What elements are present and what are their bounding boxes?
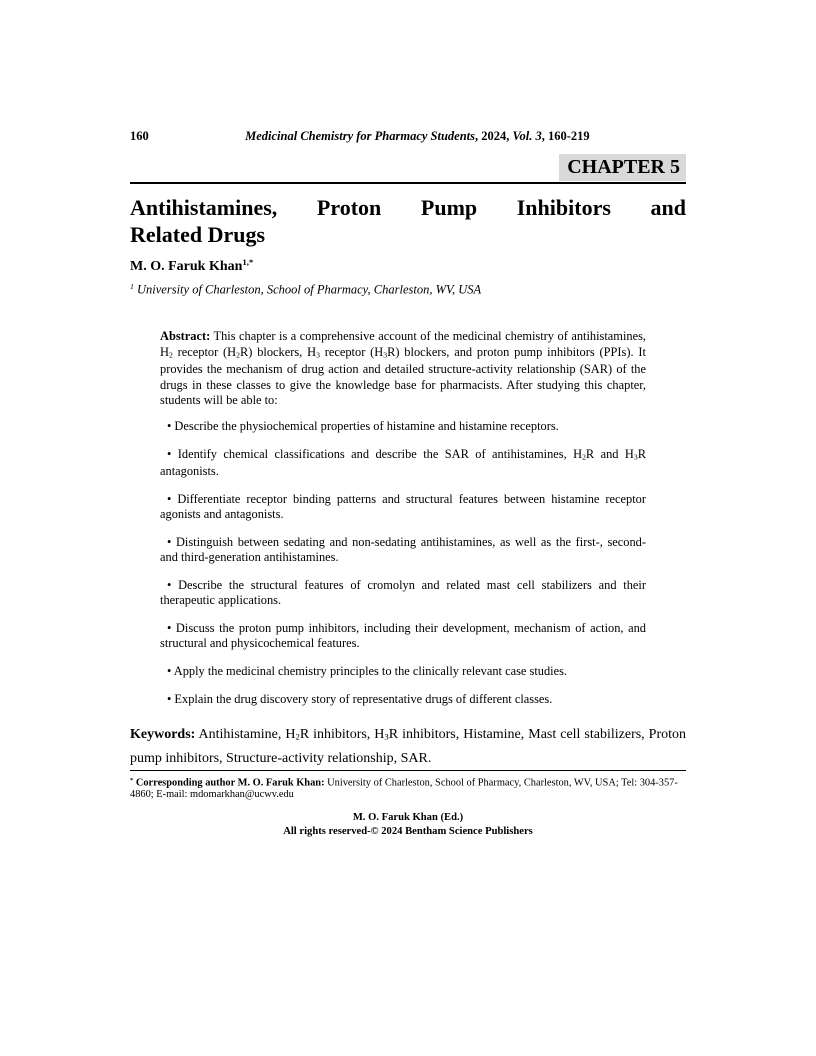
objective-item: • Explain the drug discovery story of representative drugs of different classes. bbox=[167, 692, 553, 707]
abstract-area bbox=[160, 329, 646, 720]
chapter-row bbox=[130, 154, 686, 181]
abstract-paragraph: Abstract: This chapter is a comprehensive account of the medicinal chemistry of antihistamines, H2 receptor (H2R) blockers, H3 receptor (H3R) blockers, and proton pump inhibitors (PPIs). It provides the mechanism of drug action and detailed structure-activity relationship (SAR) of the drugs in these classes to give the knowledge base for pharmacists. After studying this chapter, students will be able to: bbox=[160, 329, 646, 408]
objective-item: • Describe the structural features of cromolyn and related mast cell stabilizers and their therapeutic applications. bbox=[160, 578, 646, 608]
corresponding-author-footnote: * Corresponding author M. O. Faruk Khan: University of Charleston, School of Pharmacy, Charleston, WV, USA; Tel: 304-357-4860; E-mail: mdomarkhan@ucwv.edu bbox=[130, 777, 678, 801]
footnote-rule bbox=[130, 770, 686, 771]
objective-item: • Differentiate receptor binding patterns and structural features between histamine receptor agonists and antagonists. bbox=[160, 492, 646, 522]
author-line: M. O. Faruk Khan$^{1,*}$ bbox=[130, 257, 254, 274]
objective-item: • Discuss the proton pump inhibitors, including their development, mechanism of action, and structural and physicochemical features. bbox=[160, 621, 646, 651]
objective-item: • Identify chemical classifications and describe the SAR of antihistamines, H2R and H3R antagonists. bbox=[160, 446, 646, 479]
objective-item: • Apply the medicinal chemistry principles to the clinically relevant case studies. bbox=[167, 664, 568, 679]
affiliation: $^1$ University of Charleston, School of Pharmacy, Charleston, WV, USA bbox=[130, 282, 482, 297]
objective-item: • Describe the physiochemical properties of histamine and histamine receptors. bbox=[167, 418, 559, 433]
page-number: 160 bbox=[130, 129, 149, 143]
chapter-badge: CHAPTER 5 bbox=[559, 154, 686, 181]
objectives-list bbox=[160, 419, 646, 707]
imprint-rights: All rights reserved-© 2024 Bentham Science Publishers bbox=[283, 825, 533, 837]
header-rule bbox=[130, 182, 686, 184]
running-header bbox=[130, 129, 686, 143]
chapter-title-line2: Related Drugs bbox=[130, 222, 266, 247]
chapter-title-line1: Antihistamines, Proton Pump Inhibitors and bbox=[130, 195, 686, 220]
imprint bbox=[130, 811, 686, 838]
chapter-title bbox=[130, 194, 686, 248]
running-head-title: Medicinal Chemistry for Pharmacy Students, 2024, Vol. 3, 160-219 bbox=[245, 129, 590, 143]
keywords-paragraph: Keywords: Antihistamine, H2R inhibitors, H3R inhibitors, Histamine, Mast cell stabilizers, Proton pump inhibitors, Structure-activity relationship, SAR. bbox=[130, 727, 687, 766]
objective-item: • Distinguish between sedating and non-sedating antihistamines, as well as the first-, second- and third-generation antihistamines. bbox=[160, 535, 646, 565]
imprint-editor: M. O. Faruk Khan (Ed.) bbox=[352, 812, 464, 823]
